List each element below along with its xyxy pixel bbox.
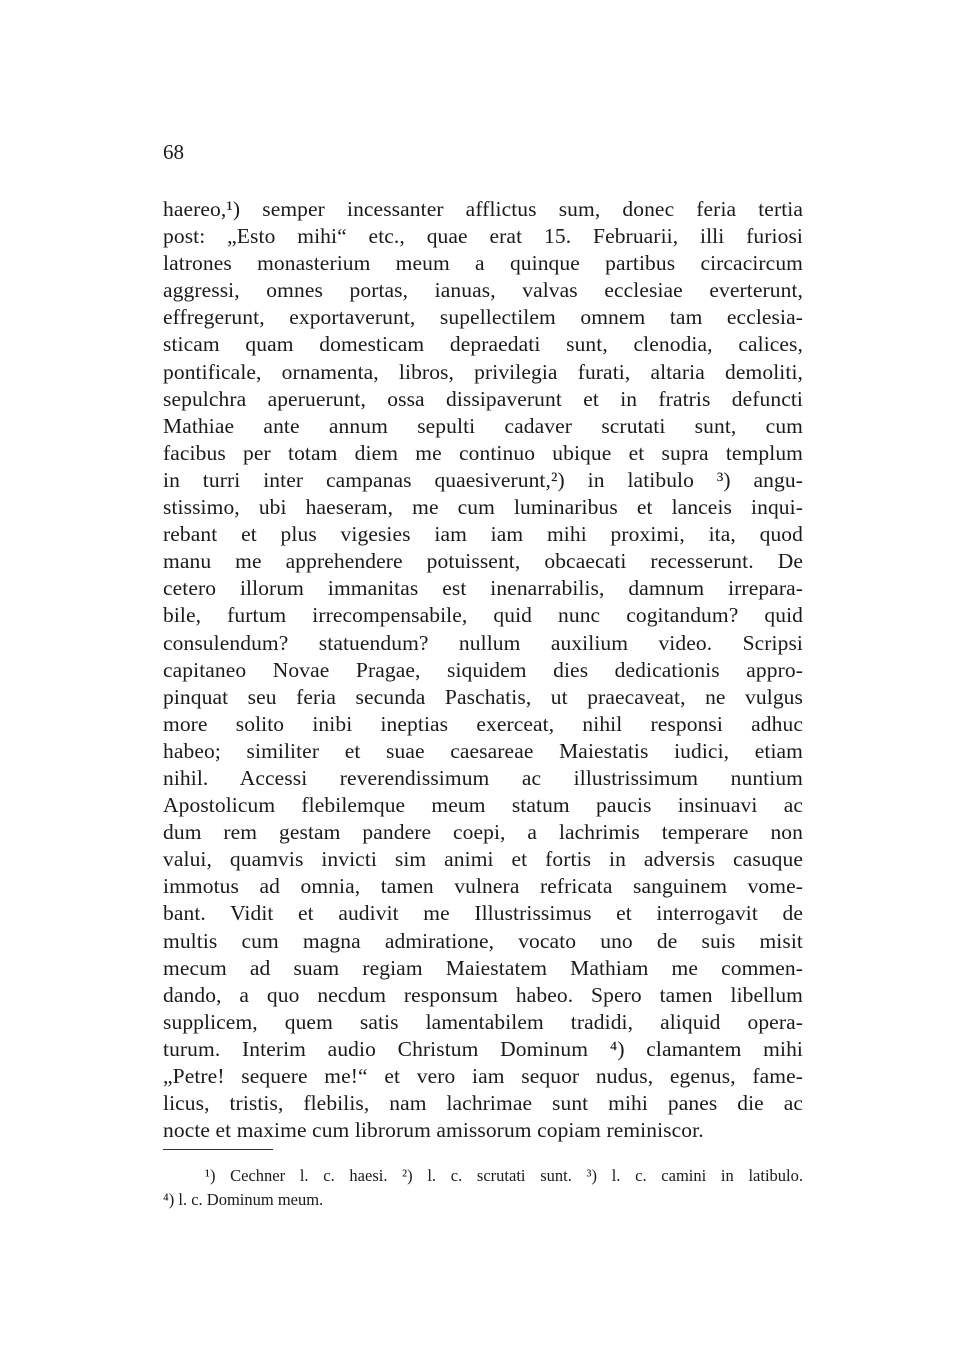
body-line: nocte et maxime cum librorum amissorum copiam reminiscor. xyxy=(163,1118,704,1143)
body-line: pinquat seu feria secunda Paschatis, ut praecaveat, ne vulgus xyxy=(163,684,803,709)
body-line: sepulchra aperuerunt, ossa dissipaverunt et in fratris defuncti xyxy=(163,386,803,411)
body-line: sticam quam domesticam depraedati sunt, clenodia, calices, xyxy=(163,332,803,357)
body-line: Mathiae ante annum sepulti cadaver scrutati sunt, cum xyxy=(163,413,803,438)
body-line: licus, tristis, flebilis, nam lachrimae sunt mihi panes die ac xyxy=(163,1091,803,1116)
body-line: dando, a quo necdum responsum habeo. Spero tamen libellum xyxy=(163,982,803,1007)
body-line: consulendum? statuendum? nullum auxilium video. Scripsi xyxy=(163,630,803,655)
body-line: Apostolicum flebilemque meum statum paucis insinuavi ac xyxy=(163,793,803,818)
body-line: habeo; similiter et suae caesareae Maiestatis iudici, etiam xyxy=(163,738,803,763)
body-line: valui, quamvis invicti sim animi et fortis in adversis casuque xyxy=(163,847,803,872)
body-line: bant. Vidit et audivit me Illustrissimus et interrogavit de xyxy=(163,901,803,926)
body-line: capitaneo Novae Pragae, siquidem dies dedicationis appro- xyxy=(163,657,803,682)
body-line: immotus ad omnia, tamen vulnera refricata sanguinem vome- xyxy=(163,874,803,899)
body-line: stissimo, ubi haeseram, me cum luminaribus et lanceis inqui- xyxy=(163,495,803,520)
body-line: dum rem gestam pandere coepi, a lachrimis temperare non xyxy=(163,820,803,845)
body-line: aggressi, omnes portas, ianuas, valvas ecclesiae everterunt, xyxy=(163,278,803,303)
body-line: turum. Interim audio Christum Dominum ⁴) clamantem mihi xyxy=(163,1036,803,1061)
body-line: pontificale, ornamenta, libros, privilegia furati, altaria demoliti, xyxy=(163,359,803,384)
body-line: manu me apprehendere potuissent, obcaecati recesserunt. De xyxy=(163,549,803,574)
page-number: 68 xyxy=(163,140,184,164)
footnote-separator xyxy=(163,1149,273,1150)
body-line: nihil. Accessi reverendissimum ac illustrissimum nuntium xyxy=(163,765,803,790)
body-line: rebant et plus vigesies iam iam mihi proximi, ita, quod xyxy=(163,522,803,547)
body-line: cetero illorum immanitas est inenarrabilis, damnum irrepara- xyxy=(163,576,803,601)
body-line: „Petre! sequere me!“ et vero iam sequor nudus, egenus, fame- xyxy=(163,1064,803,1088)
body-line: bile, furtum irrecompensabile, quid nunc cogitandum? quid xyxy=(163,603,803,628)
body-line: multis cum magna admiratione, vocato uno de suis misit xyxy=(163,928,803,953)
body-line: effregerunt, exportaverunt, supellectilem omnem tam ecclesia- xyxy=(163,305,803,330)
footnote-line: ¹) Cechner l. c. haesi. ²) l. c. scrutati sunt. ³) l. c. camini in latibulo. xyxy=(205,1166,803,1185)
body-line: post: „Esto mihi“ etc., quae erat 15. Februarii, illi furiosi xyxy=(163,224,803,249)
body-line: supplicem, quem satis lamentabilem tradidi, aliquid opera- xyxy=(163,1009,803,1034)
footnote-line: ⁴) l. c. Dominum meum. xyxy=(163,1190,324,1209)
body-line: mecum ad suam regiam Maiestatem Mathiam me commen- xyxy=(163,955,803,980)
body-line: haereo,¹) semper incessanter afflictus sum, donec feria tertia xyxy=(163,197,803,221)
body-line: latrones monasterium meum a quinque partibus circacircum xyxy=(163,251,803,276)
body-text xyxy=(163,196,803,1144)
body-line: facibus per totam diem me continuo ubique et supra templum xyxy=(163,440,803,465)
body-line: in turri inter campanas quaesiverunt,²) in latibulo ³) angu- xyxy=(163,467,803,492)
footnotes xyxy=(163,1164,803,1212)
body-line: more solito inibi ineptias exerceat, nihil responsi adhuc xyxy=(163,711,803,736)
